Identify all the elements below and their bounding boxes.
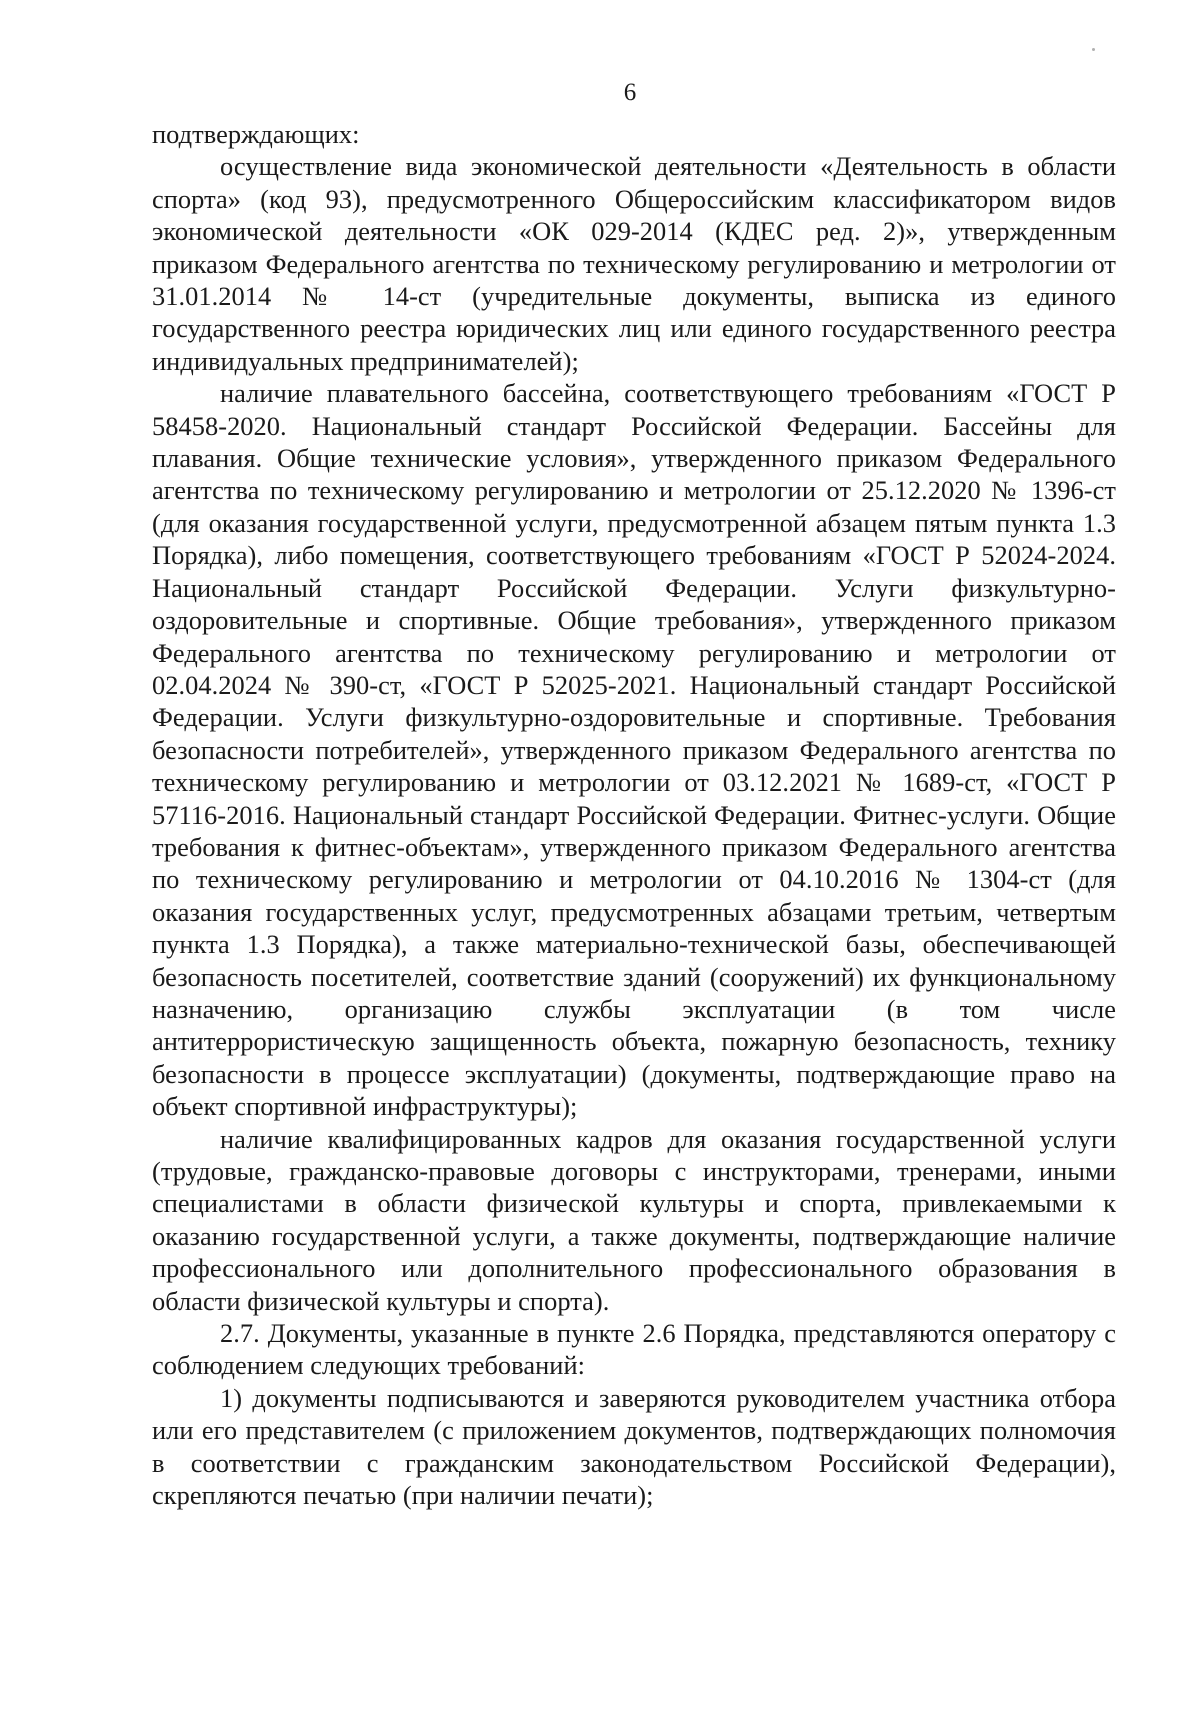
paragraph-economic-activity: осуществление вида экономической деятельности «Деятельность в области спорта» (код 93), предусмотренного Общероссийским классификатором видов экономической деятельности «ОК 029-2014 (КДЕС ред. 2)», утвержденным приказом Федерального агентства по техническому регулированию и метрологии от 31.01.2014 № 14-ст (учредительные документы, выписка из единого государственного реестра юридических лиц или единого государственного реестра индивидуальных предпринимателей);: [152, 151, 1116, 376]
paragraph-swimming-pool-facility: наличие плавательного бассейна, соответствующего требованиям «ГОСТ Р 58458-2020. Национальный стандарт Российской Федерации. Бассейны для плавания. Общие технические условия», утвержденного приказом Федерального агентства по техническому регулированию и метрологии от 25.12.2020 № 1396-ст (для оказания государственной услуги, предусмотренной абзацем пятым пункта 1.3 Порядка), либо помещения, соответствующего требованиям «ГОСТ Р 52024-2024. Национальный стандарт Российской Федерации. Услуги физкультурно-оздоровительные и спортивные. Общие требования», утвержденного приказом Федерального агентства по техническому регулированию и метрологии от 02.04.2024 № 390-ст, «ГОСТ Р 52025-2021. Национальный стандарт Российской Федерации. Услуги физкультурно-оздоровительные и спортивные. Требования безопасности потребителей», утвержденного приказом Федерального агентства по техническому регулированию и метрологии от 03.12.2021 № 1689-ст, «ГОСТ Р 57116-2016. Национальный стандарт Российской Федерации. Фитнес-услуги. Общие требования к фитнес-объектам», утвержденного приказом Федерального агентства по техническому регулированию и метрологии от 04.10.2016 № 1304-ст (для оказания государственных услуг, предусмотренных абзацами третьим, четвертым пункта 1.3 Порядка), а также материально-технической базы, обеспечивающей безопасность посетителей, соответствие зданий (сооружений) их функциональному назначению, организацию службы эксплуатации (в том числе антитеррористическую защищенность объекта, пожарную безопасность, технику безопасности в процессе эксплуатации) (документы, подтверждающие право на объект спортивной инфраструктуры);: [152, 378, 1116, 1122]
page-number: 6: [623, 79, 637, 106]
paragraph-clause-2-7: 2.7. Документы, указанные в пункте 2.6 Порядка, представляются оператору с соблюдением следующих требований:: [152, 1318, 1116, 1381]
body-text: [152, 118, 1116, 1511]
paragraph-requirement-1: 1) документы подписываются и заверяются руководителем участника отбора или его представителем (с приложением документов, подтверждающих полномочия в соответствии с гражданским законодательством Российской Федерации), скрепляются печатью (при наличии печати);: [152, 1382, 1116, 1511]
paragraph-continuation: подтверждающих:: [152, 119, 360, 149]
paragraph-qualified-staff: наличие квалифицированных кадров для оказания государственной услуги (трудовые, гражданско-правовые договоры с инструкторами, тренерами, иными специалистами в области физической культуры и спорта, привлекаемыми к оказанию государственной услуги, а также документы, подтверждающие наличие профессионального или дополнительного профессионального образования в области физической культуры и спорта).: [152, 1123, 1116, 1316]
scan-speck: [1092, 48, 1095, 51]
